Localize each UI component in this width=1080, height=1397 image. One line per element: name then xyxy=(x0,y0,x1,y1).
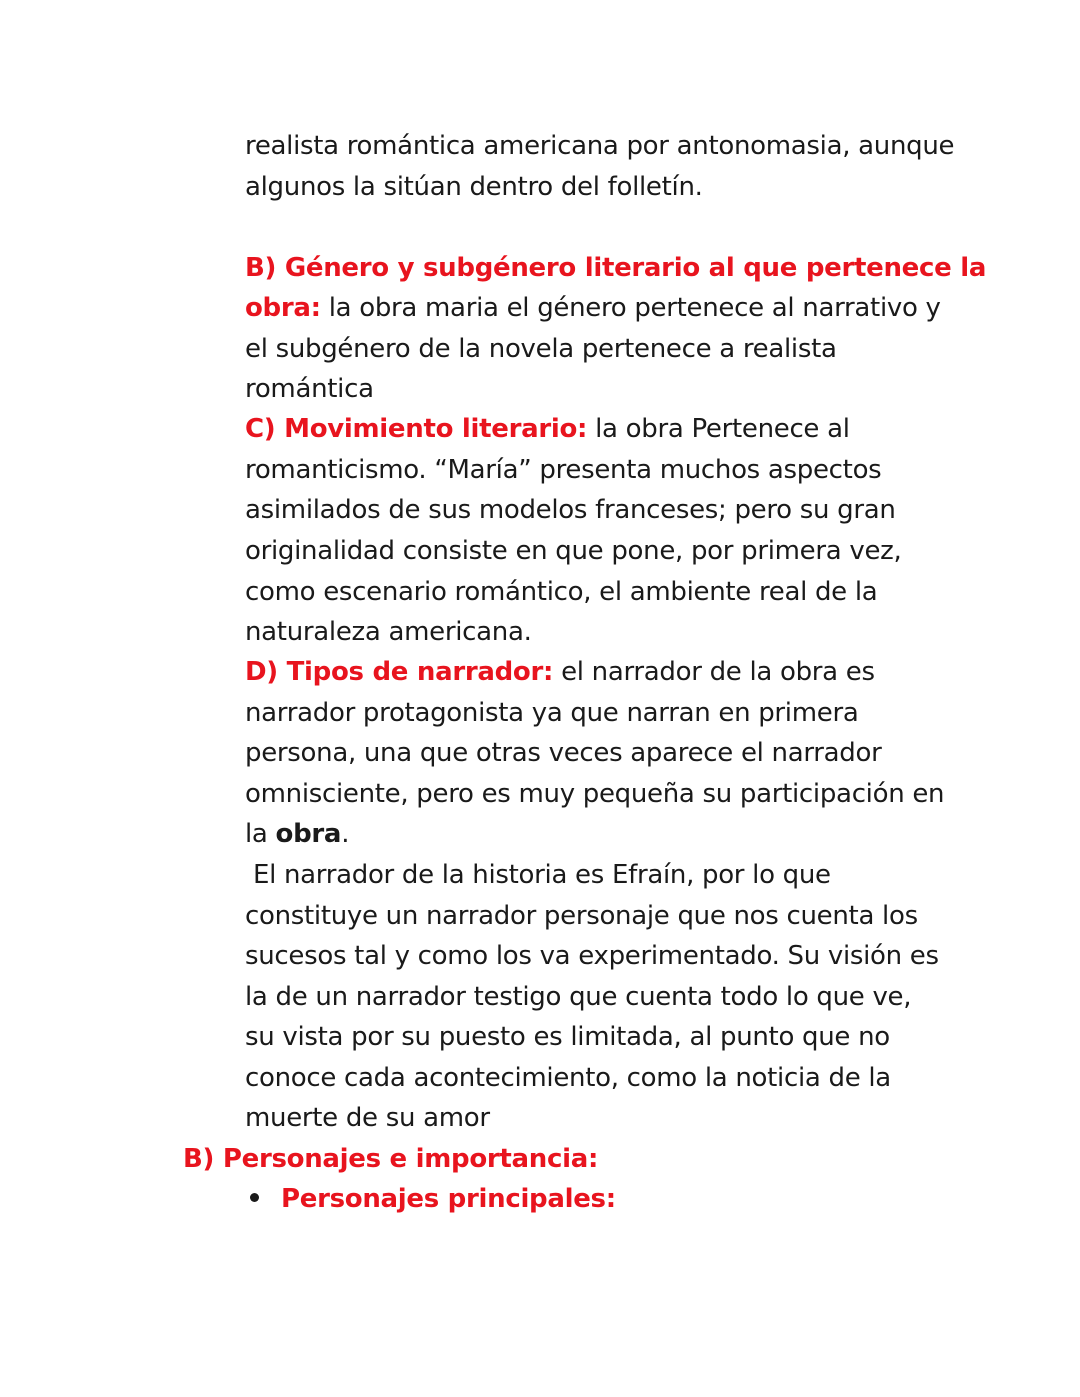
genero-heading-line xyxy=(245,248,986,288)
genero-heading-cont: obra: xyxy=(245,293,321,323)
movimiento-line-4: originalidad consiste en que pone, por primera vez, xyxy=(245,536,902,566)
narrador-line-5-pre: la xyxy=(245,819,276,849)
narrador-p2-line-2: constituye un narrador personaje que nos cuenta los xyxy=(245,901,918,931)
movimiento-line-2: romanticismo. “María” presenta muchos aspectos xyxy=(245,455,882,485)
bullet-item-personajes-principales xyxy=(245,1179,616,1219)
bullet-icon xyxy=(250,1193,259,1202)
genero-line-4: romántica xyxy=(245,374,374,404)
narrador-p2-line-1: El narrador de la historia es Efraín, por lo que xyxy=(245,860,831,890)
movimiento-text: la obra Pertenece al xyxy=(587,414,850,444)
personajes-heading: B) Personajes e importancia: xyxy=(183,1144,599,1174)
narrador-p2-line-4: la de un narrador testigo que cuenta todo lo que ve, xyxy=(245,982,912,1012)
genero-line-3: el subgénero de la novela pertenece a realista xyxy=(245,334,837,364)
narrador-line-5-post: . xyxy=(341,819,350,849)
movimiento-line-5: como escenario romántico, el ambiente real de la xyxy=(245,577,878,607)
narrador-line-2: narrador protagonista ya que narran en primera xyxy=(245,698,859,728)
intro-line-1: realista romántica americana por antonomasia, aunque xyxy=(245,131,955,161)
narrador-p2-line-3: sucesos tal y como los va experimentado. Su visión es xyxy=(245,941,939,971)
narrador-line-4: omnisciente, pero es muy pequeña su participación en xyxy=(245,779,945,809)
genero-text: la obra maria el género pertenece al narrativo y xyxy=(320,293,941,323)
narrador-heading: D) Tipos de narrador: xyxy=(245,657,554,687)
movimiento-heading: C) Movimiento literario: xyxy=(245,414,588,444)
genero-line-2 xyxy=(245,288,941,328)
movimiento-line-3: asimilados de sus modelos franceses; pero su gran xyxy=(245,495,896,525)
narrador-p2-line-6: conoce cada acontecimiento, como la noticia de la xyxy=(245,1063,891,1093)
movimiento-line-1 xyxy=(245,409,850,449)
narrador-line-3: persona, una que otras veces aparece el narrador xyxy=(245,738,882,768)
narrador-line-5 xyxy=(245,814,349,854)
movimiento-line-6: naturaleza americana. xyxy=(245,617,532,647)
narrador-line-5-bold: obra xyxy=(275,819,342,849)
bullet-text: Personajes principales: xyxy=(281,1184,616,1214)
genero-heading: B) Género y subgénero literario al que pertenece la xyxy=(245,253,987,283)
personajes-heading-line xyxy=(183,1139,598,1179)
narrador-p2-line-7: muerte de su amor xyxy=(245,1103,490,1133)
intro-line-2: algunos la sitúan dentro del folletín. xyxy=(245,172,703,202)
narrador-line-1 xyxy=(245,652,875,692)
narrador-text: el narrador de la obra es xyxy=(553,657,875,687)
narrador-p2-line-5: su vista por su puesto es limitada, al punto que no xyxy=(245,1022,890,1052)
